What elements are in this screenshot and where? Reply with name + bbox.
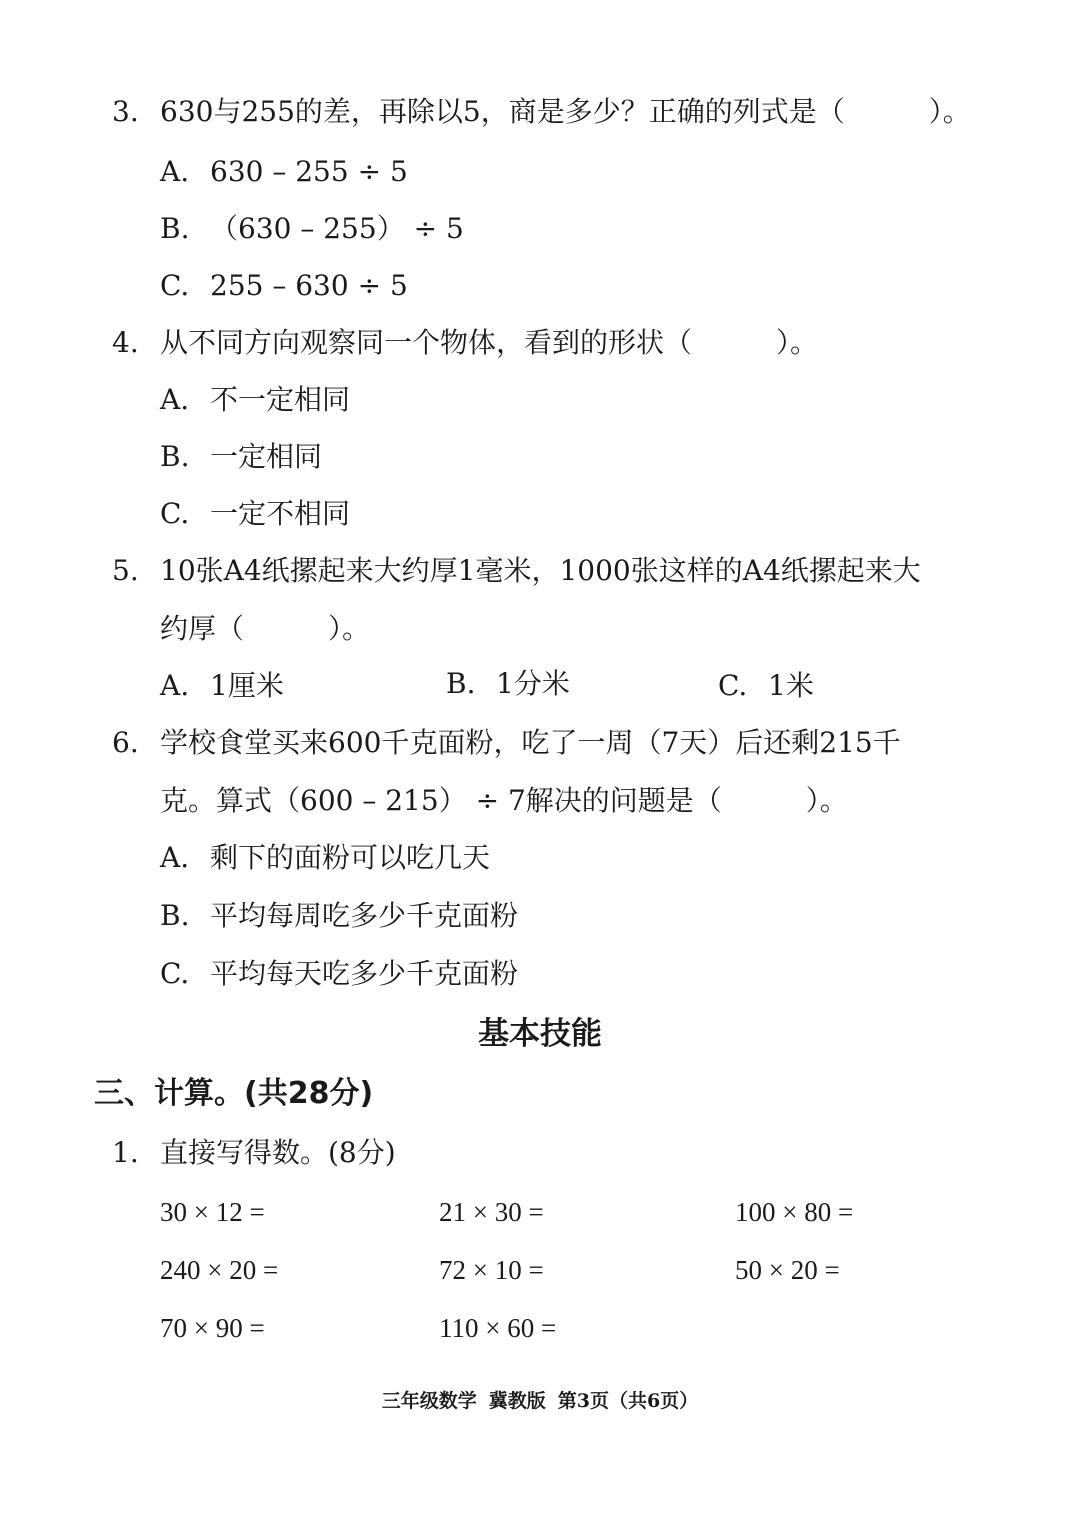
option-text: 255 – 630 ÷ 5 (210, 269, 408, 302)
question-6-option-a (160, 838, 490, 878)
question-number: 3. (112, 95, 139, 128)
calc-item: 21 × 30 = (439, 1197, 544, 1227)
calc-item: 240 × 20 = (160, 1255, 279, 1285)
question-5-option-c (718, 666, 814, 706)
calc-item: 100 × 80 = (735, 1197, 854, 1227)
calc-item: 72 × 10 = (439, 1255, 544, 1285)
question-4-option-a (160, 380, 350, 420)
option-label: A. (160, 383, 190, 416)
question-5-option-b (446, 664, 570, 704)
question-text: 10张A4纸摞起来大约厚1毫米，1000张这样的A4纸摞起来大 (160, 554, 921, 587)
question-5-option-a (160, 666, 284, 706)
option-text: 1分米 (496, 667, 570, 700)
option-text: 剩下的面粉可以吃几天 (210, 841, 491, 874)
question-number: 5. (112, 554, 139, 587)
question-text: 630与255的差，再除以5，商是多少？正确的列式是（ ）。 (160, 95, 971, 128)
option-label: B. (160, 899, 190, 932)
option-label: A. (160, 669, 190, 702)
question-4-option-c (160, 494, 350, 534)
option-text: 不一定相同 (210, 383, 351, 416)
option-label: A. (160, 841, 190, 874)
option-text: 平均每周吃多少千克面粉 (210, 899, 519, 932)
part-heading: 三、计算。(共28分) (94, 1076, 374, 1111)
option-label: A. (160, 155, 190, 188)
question-3-option-b (160, 209, 464, 249)
question-number: 4. (112, 326, 139, 359)
footer-subject: 三年级数学 (381, 1390, 477, 1412)
option-text: 630 – 255 ÷ 5 (210, 155, 408, 188)
option-text: 平均每天吃多少千克面粉 (210, 957, 519, 990)
page-footer (0, 1386, 1080, 1416)
calc-item: 50 × 20 = (735, 1255, 840, 1285)
question-6-option-c (160, 954, 518, 994)
calc-item: 30 × 12 = (160, 1197, 265, 1227)
question-text: 学校食堂买来600千克面粉，吃了一周（7天）后还剩215千 (160, 726, 901, 759)
option-text: 1厘米 (210, 669, 284, 702)
option-text: 一定不相同 (210, 497, 351, 530)
sub-question-number: 1. (112, 1136, 139, 1169)
sub-question-text: 直接写得数。(8分) (160, 1136, 396, 1169)
question-text: 从不同方向观察同一个物体，看到的形状（ ）。 (160, 326, 819, 359)
option-label: C. (160, 497, 190, 530)
calc-item: 70 × 90 = (160, 1313, 265, 1343)
question-3-stem (112, 92, 971, 132)
question-4-option-b (160, 437, 322, 477)
option-label: B. (160, 440, 190, 473)
calc-item: 110 × 60 = (439, 1313, 557, 1343)
question-5-stem (112, 551, 921, 591)
option-label: B. (160, 212, 190, 245)
option-label: B. (446, 667, 476, 700)
question-4-stem (112, 323, 818, 363)
section-title: 基本技能 (478, 1016, 602, 1052)
question-6-stem (112, 723, 901, 763)
question-5-stem-continued: 约厚（ ）。 (160, 612, 371, 645)
option-text: （630 – 255） ÷ 5 (210, 212, 464, 245)
question-number: 6. (112, 726, 139, 759)
question-6-option-b (160, 896, 518, 936)
question-6-stem-continued: 克。算式（600 – 215） ÷ 7解决的问题是（ ）。 (160, 784, 848, 817)
option-label: C. (160, 957, 190, 990)
option-text: 一定相同 (210, 440, 323, 473)
option-label: C. (718, 669, 748, 702)
footer-edition: 冀教版 (488, 1390, 546, 1412)
question-3-option-c (160, 266, 408, 306)
question-3-option-a (160, 152, 408, 192)
footer-page-number: 第3页（共6页） (557, 1390, 699, 1412)
option-text: 1米 (768, 669, 814, 702)
option-label: C. (160, 269, 190, 302)
sub-question-heading (112, 1133, 396, 1173)
